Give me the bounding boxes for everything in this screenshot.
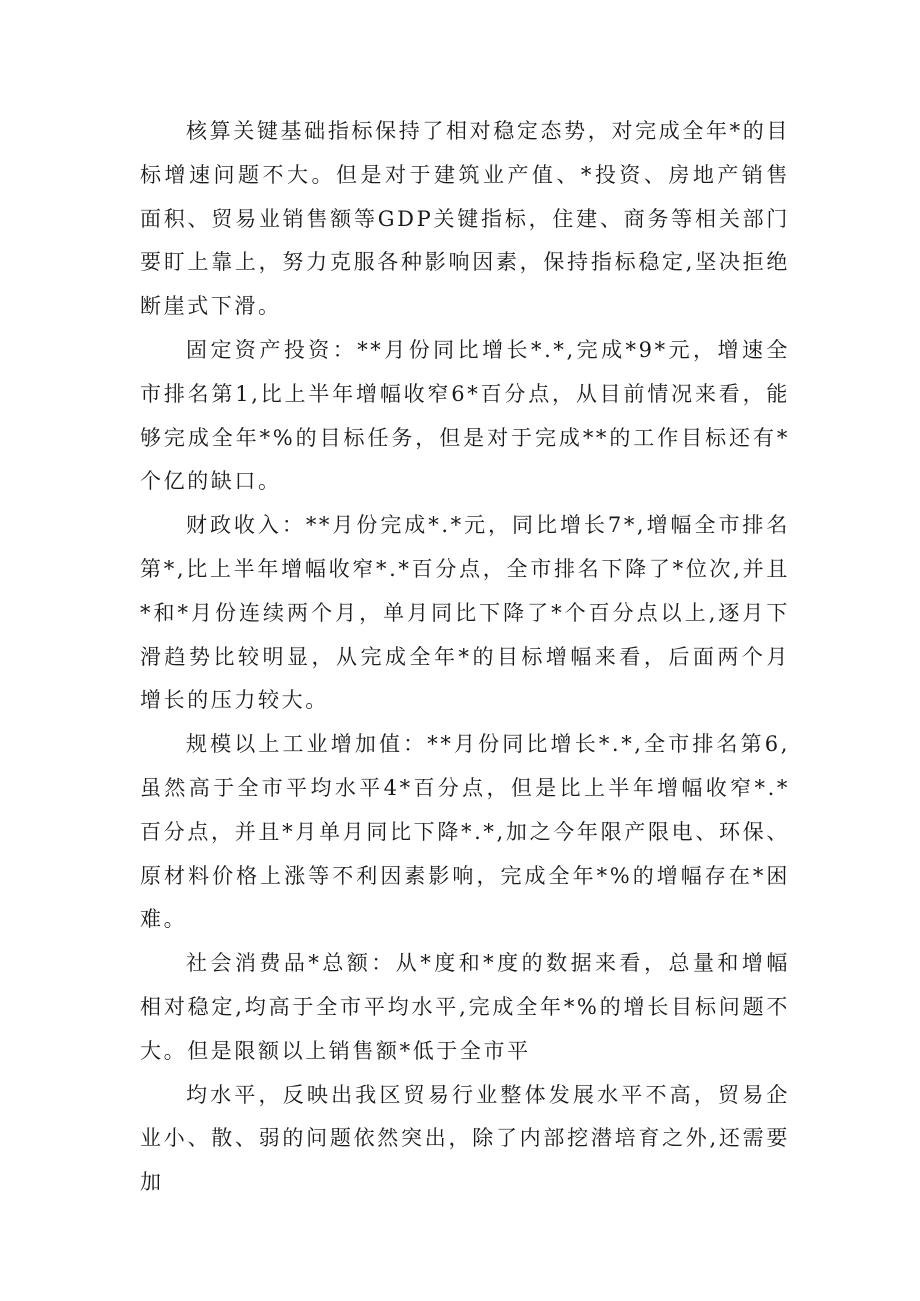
paragraph-trade-industry: 均水平，反映出我区贸易行业整体发展水平不高，贸易企业小、散、弱的问题依然突出，除了内部挖潜培育之外,还需要加: [140, 1082, 790, 1195]
paragraph-industrial-value-added: 规模以上工业增加值：**月份同比增长*.*,全市排名第6,虽然高于全市平均水平4*百分点，但是比上半年增幅收窄*.*百分点，并且*月单月同比下降*.*,加之今年限产限电、环保、原材料价格上涨等不利因素影响，完成全年*%的增幅存在*困难。: [140, 732, 790, 932]
paragraph-consumer-goods-retail: 社会消费品*总额：从*度和*度的数据来看，总量和增幅相对稳定,均高于全市平均水平,完成全年*%的增长目标问题不大。但是限额以上销售额*低于全市平: [140, 951, 790, 1063]
paragraph-fixed-asset-investment: 固定资产投资：**月份同比增长*.*,完成*9*元，增速全市排名第1,比上半年增幅收窄6*百分点，从目前情况来看，能够完成全年*%的目标任务，但是对于完成**的工作目标还有*个亿的缺口。: [140, 337, 790, 494]
document-body: [140, 110, 790, 1205]
paragraph-gdp-indicators: 核算关键基础指标保持了相对稳定态势，对完成全年*的目标增速问题不大。但是对于建筑业产值、*投资、房地产销售面积、贸易业销售额等GDP关键指标，住建、商务等相关部门要盯上靠上，努力克服各种影响因素，保持指标稳定,坚决拒绝断崖式下滑。: [140, 119, 790, 319]
paragraph-fiscal-revenue: 财政收入：**月份完成*.*元，同比增长7*,增幅全市排名第*,比上半年增幅收窄*.*百分点，全市排名下降了*位次,并且*和*月份连续两个月，单月同比下降了*个百分点以上,逐月下滑趋势比较明显，从完成全年*的目标增幅来看，后面两个月增长的压力较大。: [140, 513, 790, 713]
